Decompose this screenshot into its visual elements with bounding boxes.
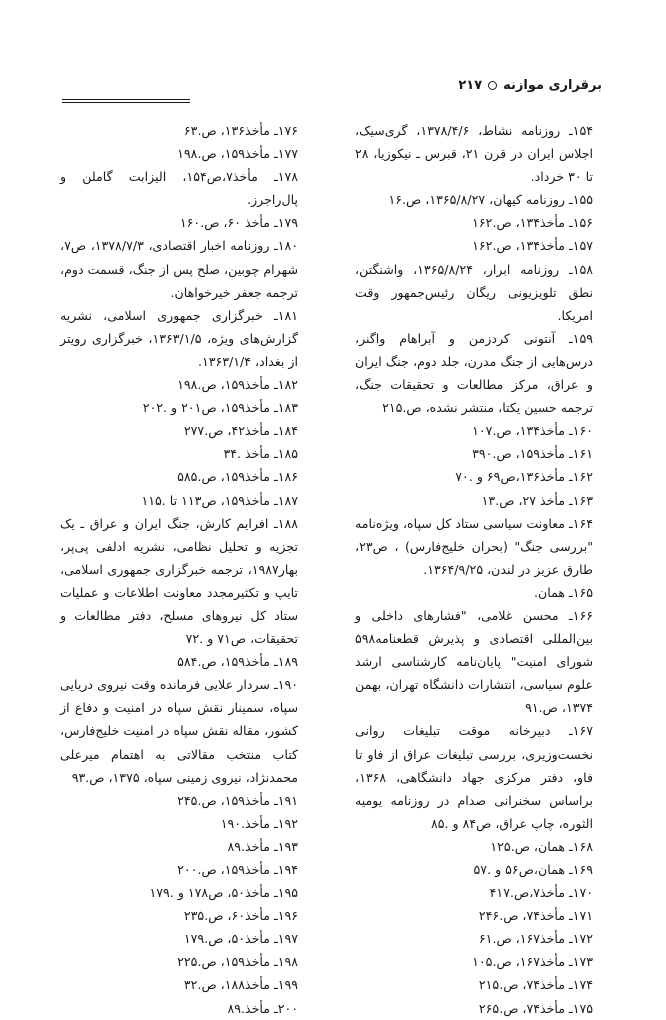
- header-rule: [62, 102, 190, 103]
- footnote-entry: ۱۶۷ـ دبیرخانه موقت تبلیغات روانی نخست‌وزیری، بررسی تبلیغات عراق از فاو تا فاو، دفتر مرکزی جهاد دانشگاهی، ۱۳۶۸، براساس سخنرانی صدام در روزنامه یومیه الثوره، چاپ عراق، ص۸۴ و .۸۵: [355, 723, 593, 831]
- footnote-entry: ۱۶۳ـ مأخذ ۲۷، ص.۱۳: [481, 492, 593, 508]
- footnote-entry: ۱۷۹ـ مأخذ ۶۰، ص.۱۶۰: [179, 215, 298, 231]
- footnote-entry: ۱۸۹ـ مأخذ۱۵۹، ص.۵۸۴: [177, 654, 298, 670]
- footnote-entry: ۱۹۴ـ مأخذ۱۵۹، ص.۲۰۰: [177, 862, 298, 877]
- footnote-entry: ۱۶۶ـ محسن غلامی، "فشارهای داخلی و بین‌المللی اقتصادی و پذیرش قطعنامه۵۹۸ شورای امنیت" پایان‌نامه کارشناسی ارشد علوم سیاسی، انتشارات دانشگاه تهران، بهمن ۱۳۷۴، ص.۹۱: [355, 607, 593, 716]
- footnote-entry: ۱۸۲ـ مأخذ۱۵۹، ص.۱۹۸: [177, 377, 298, 393]
- footnote-entry: ۱۷۱ـ مأخذ۷۴، ص.۲۴۶: [478, 908, 593, 924]
- footnote-entry: ۱۶۲ـ مأخذ۱۳۶،ص۶۹ و .۷۰: [455, 469, 593, 485]
- footnote-entry: ۱۹۷ـ مأخذ۵۰، ص.۱۷۹: [183, 931, 298, 947]
- footnote-entry: ۱۹۲ـ مأخذ.۱۹۰: [220, 815, 298, 831]
- header-title: برقراری موازنه: [503, 78, 602, 93]
- footnote-entry: ۲۰۰ـ مأخذ.۸۹: [227, 1000, 298, 1016]
- notes-column-right: [355, 119, 593, 1020]
- footnote-entry: ۱۶۸ـ همان، ص.۱۲۵: [490, 838, 593, 854]
- footnote-entry: ۱۵۴ـ روزنامه نشاط، ۱۳۷۸/۴/۶، گری‌سیک، اجلاس ایران در قرن ۲۱، قبرس ـ نیکوزیا، ۲۸ تا ۳۰ خرداد.: [355, 123, 593, 185]
- footnote-entry: ۱۷۲ـ مأخذ۱۶۷، ص.۶۱: [478, 931, 593, 947]
- footnote-entry: ۱۸۴ـ مأخذ۴۲، ص.۲۷۷: [183, 423, 298, 439]
- footnote-entry: ۱۷۴ـ مأخذ۷۴، ص.۲۱۵: [478, 977, 593, 993]
- footnote-entry: ۱۶۹ـ همان،ص۵۶ و .۵۷: [473, 862, 593, 877]
- footnote-entry: ۱۹۵ـ مأخذ۵۰، ص۱۷۸ و .۱۷۹: [149, 885, 298, 901]
- footnote-entry: ۱۷۶ـ مأخذ۱۳۶، ص.۶۳: [183, 123, 298, 138]
- footnote-entry: ۱۵۷ـ مأخذ۱۳۴، ص.۱۶۲: [472, 238, 593, 254]
- footnote-entry: ۱۹۳ـ مأخذ.۸۹: [227, 838, 298, 854]
- footnote-entry: ۱۷۸ـ مأخذ۷،ص۱۵۴، الیزابت گاملن و پال‌راجرز.: [60, 169, 299, 208]
- footnote-entry: ۱۸۱ـ خبرگزاری جمهوری اسلامی، نشریه گزارش‌های ویژه، ۱۳۶۳/۱/۵، خبرگزاری رویتر از بغداد، ۱۳۶۳/۱/۴.: [60, 307, 298, 369]
- footnote-entry: ۱۸۶ـ مأخذ۱۵۹، ص.۵۸۵: [177, 469, 298, 485]
- footnote-entry: ۱۷۵ـ مأخذ۷۴، ص.۲۶۵: [478, 1000, 593, 1016]
- footnote-entry: ۱۸۳ـ مأخذ۱۵۹، ص۲۰۱ و .۲۰۲: [142, 400, 298, 416]
- footnote-entry: ۱۵۸ـ روزنامه ابرار، ۱۳۶۵/۸/۲۴، واشنگتن، نطق تلویزیونی ریگان رئیس‌جمهور وقت امریکا.: [355, 261, 593, 323]
- footnote-entry: ۱۷۳ـ مأخذ۱۶۷، ص.۱۰۵: [472, 954, 593, 970]
- page-number: ۲۱۷: [458, 78, 483, 93]
- footnote-entry: ۱۶۵ـ همان.: [533, 584, 593, 600]
- footnote-entry: ۱۹۹ـ مأخذ۱۸۸، ص.۳۲: [183, 977, 298, 993]
- footnote-entry: ۱۶۱ـ مأخذ۱۵۹، ص.۳۹۰: [472, 446, 593, 462]
- circle-separator-icon: [488, 81, 497, 90]
- header-rule: [62, 99, 190, 100]
- footnote-entry: ۱۶۰ـ مأخذ۱۳۴، ص.۱۰۷: [472, 423, 593, 439]
- footnote-entry: ۱۷۰ـ مأخذ۷،ص.۴۱۷: [489, 885, 593, 901]
- footnote-entry: ۱۸۸ـ افرایم کارش، جنگ ایران و عراق ـ یک تجزیه و تحلیل نظامی، نشریه ادلفی پی‌پر، بهار۱۹۸۷، ترجمه خبرگزاری جمهوری اسلامی، تایپ و تکثیرمجدد معاونت اطلاعات و عملیات ستاد کل نیروهای مسلح، دفتر مطالعات و تحقیقات، ص۷۱ و .۷۲: [60, 515, 298, 647]
- footnote-entry: ۱۶۴ـ معاونت سیاسی ستاد کل سپاه، ویژه‌نامه "بررسی جنگ" (بحران خلیج‌فارس) ، ص۲۳، طارق عزیز در لندن، ۱۳۶۴/۹/۲۵.: [354, 515, 593, 577]
- footnote-entry: ۱۵۵ـ روزنامه کیهان، ۱۳۶۵/۸/۲۷، ص.۱۶: [388, 192, 593, 208]
- footnote-entry: ۱۷۷ـ مأخذ۱۵۹، ص.۱۹۸: [177, 146, 298, 162]
- running-header: [62, 78, 602, 93]
- footnote-entry: ۱۹۶ـ مأخذ۶۰، ص.۲۳۵: [183, 908, 298, 924]
- notes-column-left: [60, 119, 298, 1020]
- footnote-entry: ۱۸۵ـ مأخذ .۳۴: [223, 446, 298, 462]
- footnote-entry: ۱۹۰ـ سردار علایی فرمانده وقت نیروی دریایی سپاه، سمینار نقش سپاه در امنیت و دفاع از کشور، مقاله نقش سپاه در امنیت خلیج‌فارس، کتاب منتخب مقالاتی به اهتمام میرعلی محمدنژاد، نیروی زمینی سپاه، ۱۳۷۵، ص.۹۳: [60, 677, 298, 785]
- footnote-entry: ۱۵۶ـ مأخذ۱۳۴، ص.۱۶۲: [472, 215, 593, 231]
- footnote-entry: ۱۸۰ـ روزنامه اخبار اقتصادی، ۱۳۷۸/۷/۳، ص۷، شهرام چوبین، صلح پس از جنگ، قسمت دوم، ترجمه جعفر خیرخواهان.: [60, 238, 299, 300]
- footnote-entry: ۱۵۹ـ آنتونی کردزمن و آبراهام واگنر، درس‌هایی از جنگ مدرن، جلد دوم، جنگ ایران و عراق، مرکز مطالعات و تحقیقات جنگ، ترجمه حسین یکتا، منتشر نشده، ص.۲۱۵: [355, 330, 593, 416]
- footnote-entry: ۱۸۷ـ مأخذ۱۵۹، ص۱۱۳ تا .۱۱۵: [141, 492, 298, 508]
- footnote-entry: ۱۹۸ـ مأخذ۱۵۹، ص.۲۲۵: [177, 954, 298, 970]
- footnote-entry: ۱۹۱ـ مأخذ۱۵۹، ص.۲۴۵: [177, 792, 298, 808]
